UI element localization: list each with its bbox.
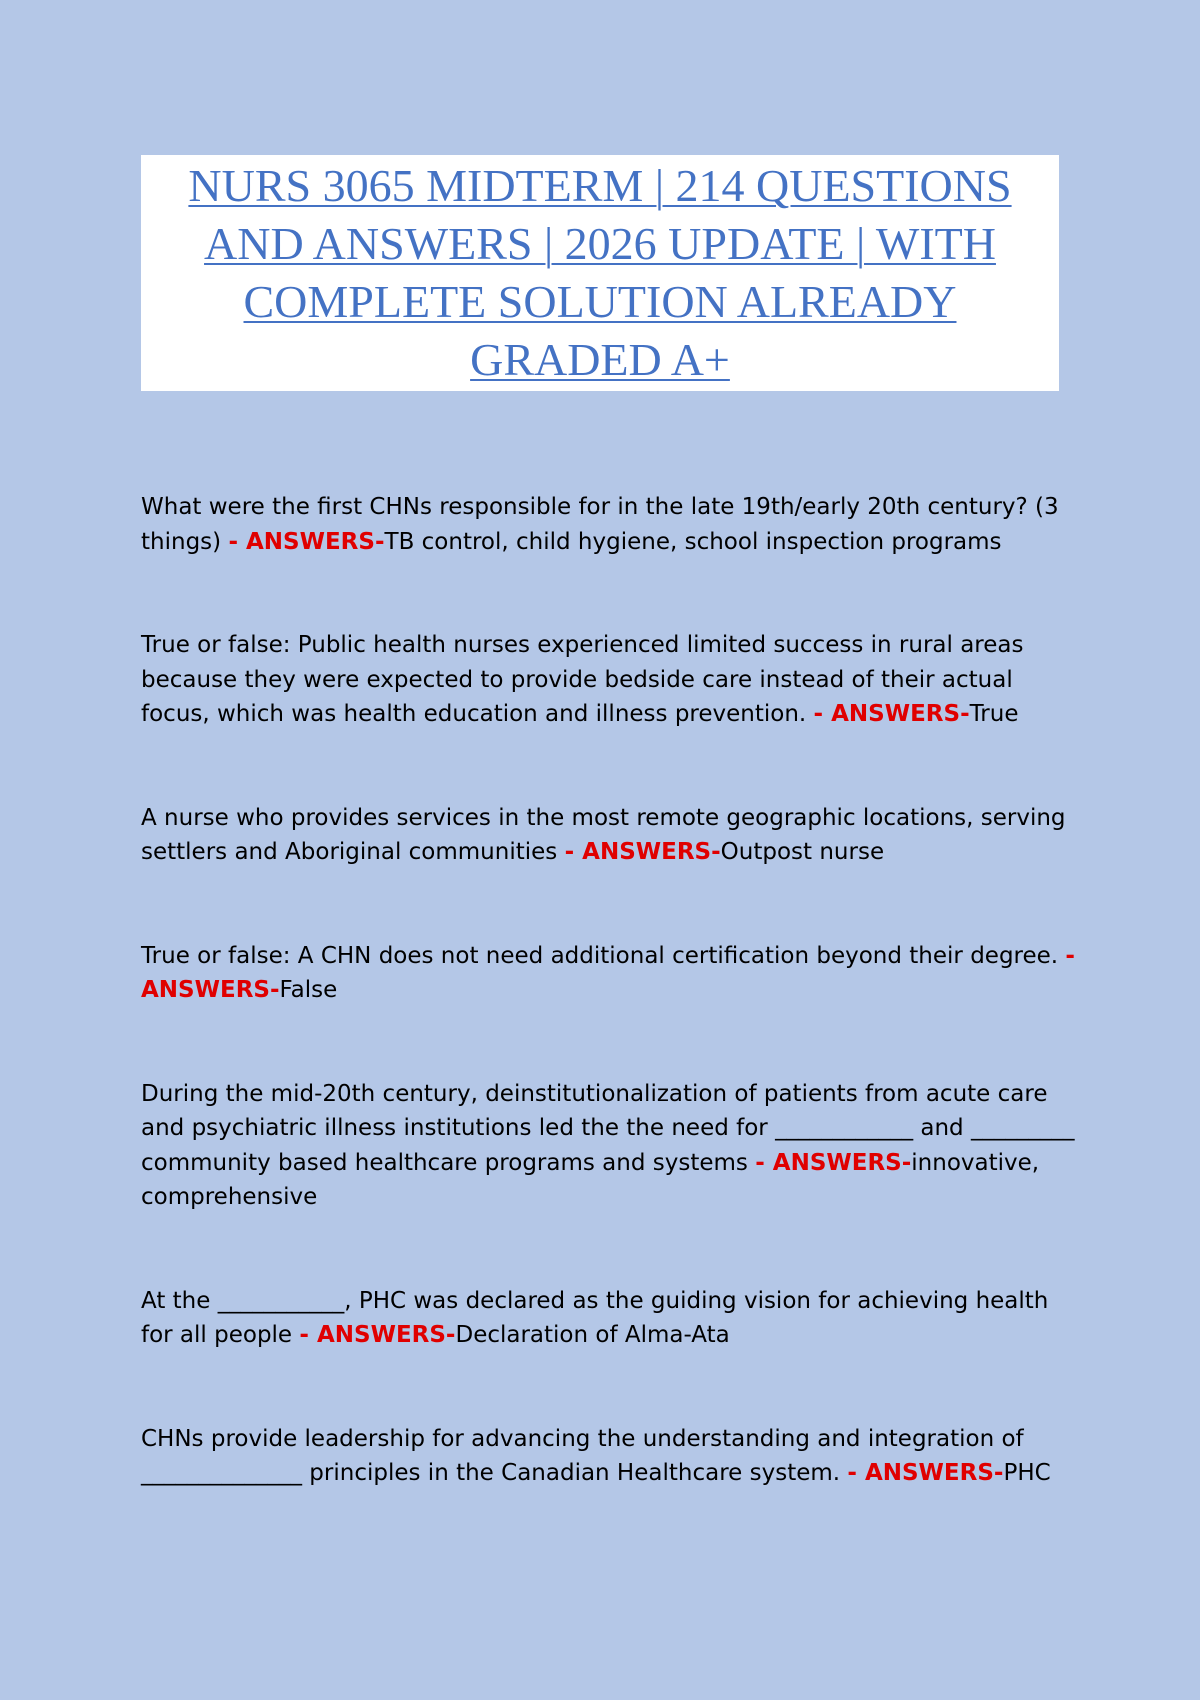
answer-text: PHC: [1003, 1460, 1051, 1486]
answer-marker: - ANSWERS-: [299, 1322, 456, 1348]
question-text: True or false: Public health nurses experienced limited success in rural areas because they were expected to provide bedside care instead of their actual focus, which was health education and illness prevention.: [141, 632, 1024, 727]
qa-item-5: [141, 1077, 1081, 1215]
question-text: What were the first CHNs responsible for in the late 19th/early 20th century? (3 things): [141, 494, 1059, 555]
qa-item-4: [141, 939, 1081, 1008]
question-text: A nurse who provides services in the most remote geographic locations, serving settlers and Aboriginal communities: [141, 804, 1066, 865]
answer-marker: - ANSWERS-: [755, 1149, 912, 1176]
question-text: At the ___________, PHC was declared as the guiding vision for achieving health for all people: [141, 1287, 1049, 1348]
answer-text: innovative, comprehensive: [141, 1149, 1040, 1210]
answer-marker: - ANSWERS-: [228, 528, 385, 555]
question-text: During the mid-20th century, deinstitutionalization of patients from acute care and psychiatric illness institutions led the the need for ____________ and _________ community based healthcare programs and systems: [141, 1080, 1075, 1176]
qa-list: [141, 490, 1081, 1560]
title-box: [141, 155, 1059, 391]
answer-text: TB control, child hygiene, school inspection programs: [384, 528, 1002, 555]
answer-marker: - ANSWERS-: [141, 942, 1075, 1003]
qa-item-2: [141, 628, 1081, 732]
answer-marker: - ANSWERS-: [847, 1460, 1004, 1486]
answer-text: True: [969, 701, 1019, 727]
document-title: NURS 3065 MIDTERM | 214 QUESTIONS AND ANSWERS | 2026 UPDATE | WITH COMPLETE SOLUTION ALREADY GRADED A+: [188, 160, 1012, 385]
qa-item-7: [141, 1422, 1081, 1491]
answer-marker: - ANSWERS-: [813, 701, 970, 727]
answer-text: Outpost nurse: [720, 839, 885, 865]
question-text: CHNs provide leadership for advancing the understanding and integration of ______________ principles in the Canadian Healthcare system.: [141, 1425, 1024, 1486]
question-text: True or false: A CHN does not need additional certification beyond their degree.: [141, 942, 1066, 969]
qa-item-6: [141, 1284, 1081, 1353]
answer-text: False: [279, 977, 338, 1003]
qa-item-3: [141, 801, 1081, 870]
answer-marker: - ANSWERS-: [564, 839, 721, 865]
answer-text: Declaration of Alma-Ata: [455, 1322, 730, 1348]
qa-item-1: [141, 490, 1081, 559]
